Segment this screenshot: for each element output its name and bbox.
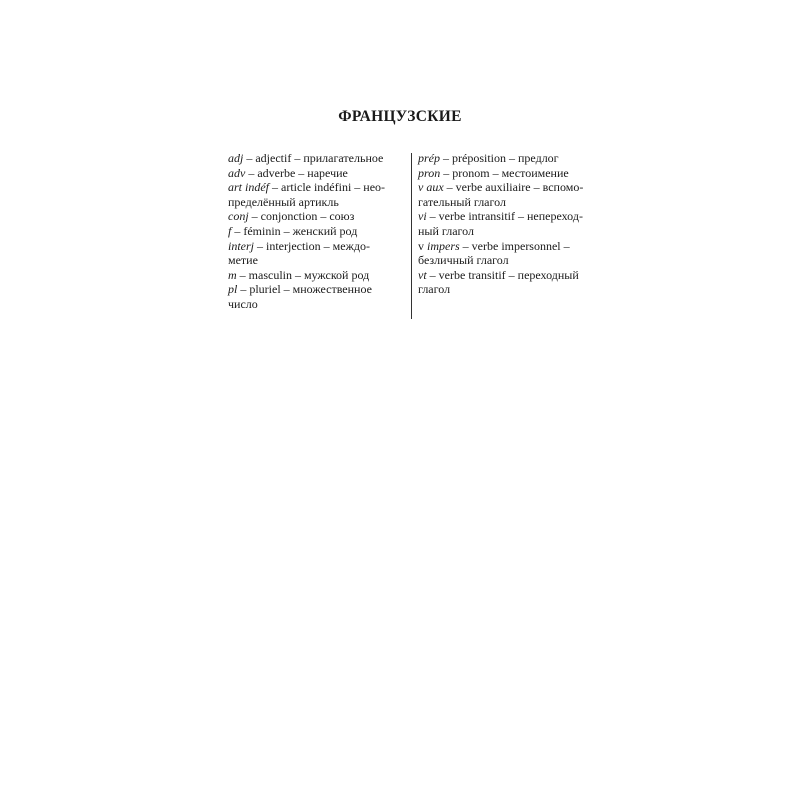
entry-first-line: [228, 166, 398, 181]
left-column: [228, 151, 398, 312]
entry-first-line: [228, 268, 398, 283]
abbreviation-entry: [418, 151, 590, 166]
entry-definition: – verbe transitif – переходный: [426, 267, 579, 282]
entry-continuation: безличный глагол: [418, 253, 509, 268]
entry-abbreviation: v aux: [418, 180, 444, 195]
entry-abbreviation: vi: [418, 209, 427, 224]
entry-definition: – verbe impersonnel –: [459, 238, 570, 253]
entry-definition: – adverbe – наречие: [245, 165, 348, 180]
abbreviation-entry: [228, 209, 398, 224]
column-divider: [411, 153, 412, 319]
entry-first-line: [418, 166, 590, 181]
abbreviation-entry: [228, 151, 398, 166]
entry-abbreviation: pl: [228, 282, 238, 297]
entry-first-line: [228, 282, 398, 297]
entry-definition: – verbe auxiliaire – вспомо-: [443, 180, 584, 195]
entry-definition: – pluriel – множественное: [237, 282, 372, 297]
entry-definition: – interjection – междо-: [254, 238, 370, 253]
entry-abbreviation: prép: [418, 151, 440, 165]
abbreviations-list: [228, 151, 592, 319]
entry-first-line: [228, 224, 398, 239]
abbreviation-entry: [228, 282, 398, 311]
entry-abbreviation: m: [228, 267, 237, 282]
entry-definition: – féminin – женский род: [231, 223, 358, 238]
abbreviation-entry: [228, 224, 398, 239]
entry-abbreviation: interj: [228, 238, 254, 253]
entry-continuation: глагол: [418, 282, 451, 297]
right-column: [418, 151, 590, 297]
entry-abbreviation: f: [228, 223, 232, 238]
abbreviation-entry: [228, 166, 398, 181]
entry-first-line: [418, 209, 590, 224]
entry-continuation: пределённый артикль: [228, 194, 339, 209]
entry-definition: – préposition – предлог: [440, 151, 559, 165]
abbreviation-entry: [228, 268, 398, 283]
abbreviation-entry: [418, 180, 590, 209]
section-heading: ФРАНЦУЗСКИЕ: [338, 108, 462, 125]
entry-first-line: [418, 151, 590, 166]
entry-first-line: [228, 209, 398, 224]
entry-definition: – masculin – мужской род: [236, 267, 370, 282]
entry-first-line: [228, 151, 398, 166]
entry-continuation: гательный глагол: [418, 194, 506, 209]
entry-continuation: число: [228, 296, 258, 311]
entry-first-line: [418, 239, 590, 254]
entry-definition: – pronom – местоимение: [440, 165, 569, 180]
entry-abbreviation: adj: [228, 151, 244, 165]
entry-first-line: [418, 268, 590, 283]
entry-first-line: [228, 239, 398, 254]
entry-abbreviation: art indéf: [228, 180, 269, 195]
abbreviation-entry: [228, 180, 398, 209]
entry-definition: – adjectif – прилагательное: [243, 151, 384, 165]
entry-abbreviation: pron: [418, 165, 441, 180]
entry-continuation: ный глагол: [418, 223, 474, 238]
abbreviation-entry: [418, 166, 590, 181]
entry-first-line: [418, 180, 590, 195]
abbreviation-entry: [228, 239, 398, 268]
entry-abbreviation: conj: [228, 209, 249, 224]
entry-continuation: метие: [228, 253, 258, 268]
entry-definition: – verbe intransitif – непереход-: [426, 209, 583, 224]
abbreviation-entry: [418, 209, 590, 238]
entry-first-line: [228, 180, 398, 195]
entry-definition: – article indéfini – нео-: [269, 180, 386, 195]
entry-abbreviation: adv: [228, 165, 246, 180]
entry-abbreviation: vt: [418, 267, 427, 282]
entry-definition: – conjonction – союз: [248, 209, 355, 224]
abbreviation-entry: [418, 268, 590, 297]
entry-abbreviation: impers: [427, 238, 460, 253]
abbreviation-entry: [418, 239, 590, 268]
entry-prefix: v: [418, 238, 427, 253]
